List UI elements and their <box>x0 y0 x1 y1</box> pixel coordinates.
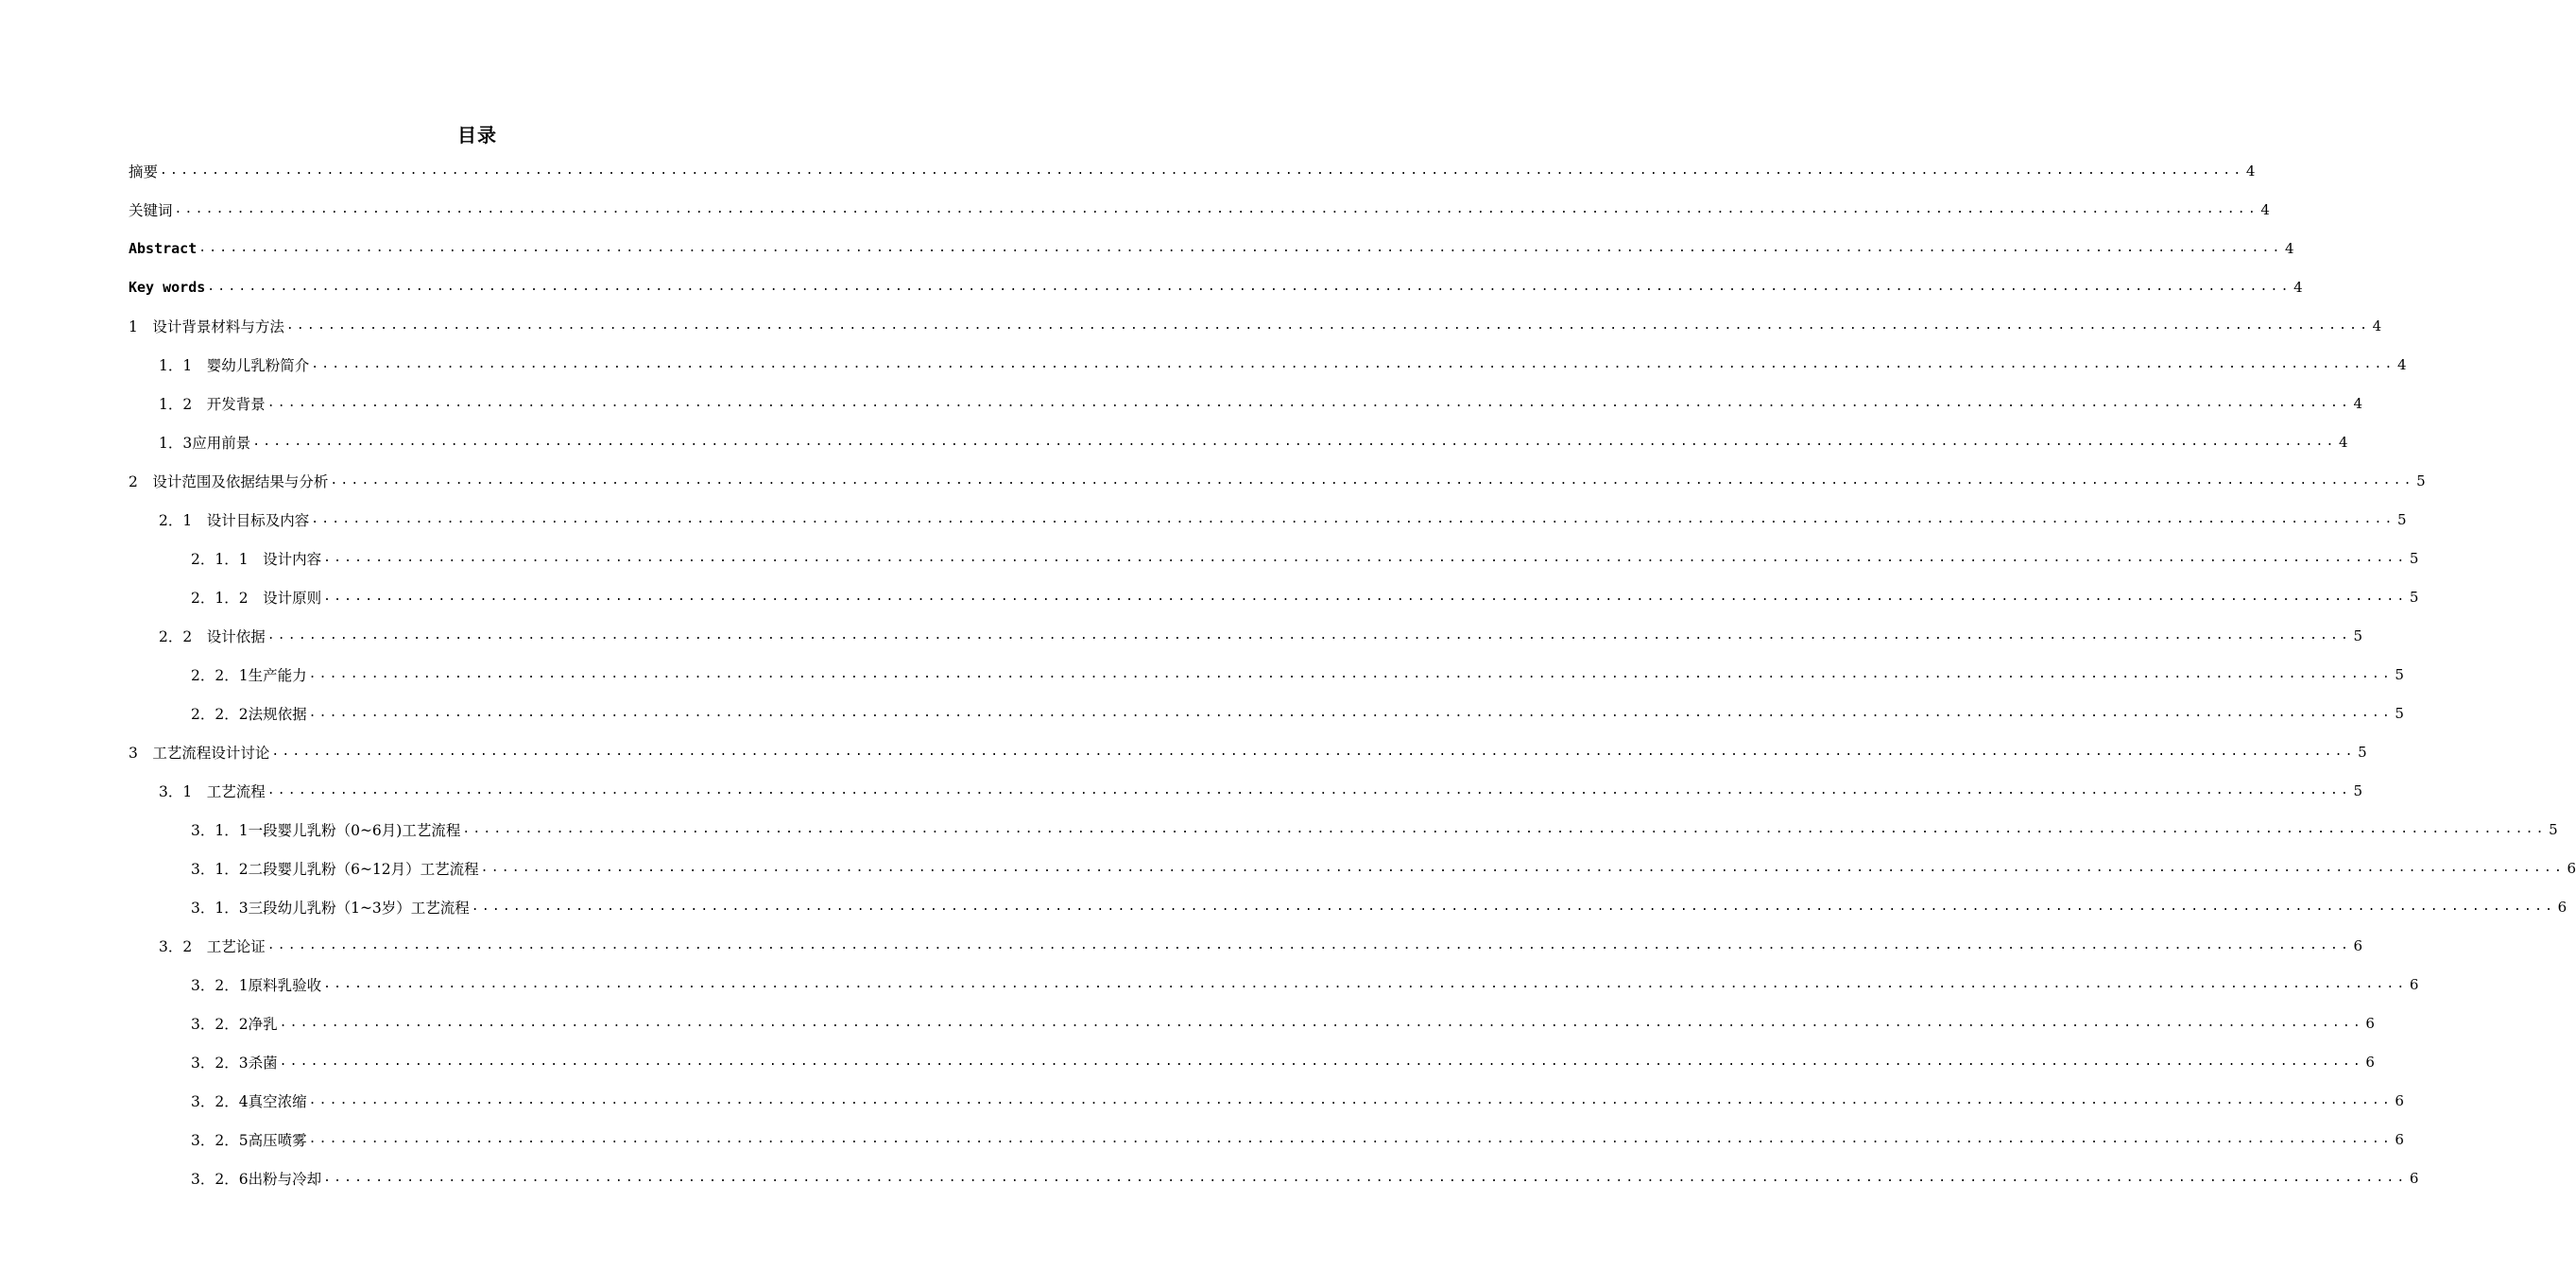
toc-entry-title: 2．2．2法规依据 <box>191 705 307 723</box>
toc-dot-leader: ........................................................................................................................................................................................................ <box>266 628 2352 643</box>
toc-dot-leader: ........................................................................................................................................................................................................ <box>279 1055 2363 1069</box>
toc-page-number: 5 <box>2353 781 2363 799</box>
toc-page-number: 6 <box>2557 898 2567 916</box>
toc-entry-title: 2．1．1 设计内容 <box>191 550 322 568</box>
toc-entry-title: 1．3应用前景 <box>159 434 251 452</box>
toc-entry-title: 3．2．3杀菌 <box>191 1054 278 1072</box>
toc-entry-title: 3．2．4真空浓缩 <box>191 1092 307 1110</box>
toc-dot-leader: ........................................................................................................................................................................................................ <box>323 551 2408 565</box>
toc-entry-title: 1．1 婴幼儿乳粉简介 <box>159 356 310 374</box>
toc-dot-leader: ........................................................................................................................................................................................................ <box>266 783 2352 798</box>
toc-dot-leader: ........................................................................................................................................................................................................ <box>330 473 2414 488</box>
toc-page-number: 6 <box>2395 1130 2404 1148</box>
toc-entry-title: 2．1 设计目标及内容 <box>159 511 310 529</box>
toc-entry[interactable] <box>129 422 2348 461</box>
toc-entry-title: 3．1 工艺流程 <box>159 782 266 800</box>
toc-dot-leader: ........................................................................................................................................................................................................ <box>160 163 2244 178</box>
toc-page-number: 6 <box>2395 1091 2404 1109</box>
toc-dot-leader: ........................................................................................................................................................................................................ <box>271 745 2356 759</box>
toc-dot-leader: ........................................................................................................................................................................................................ <box>279 1016 2363 1030</box>
toc-entry-title: 3．1．1一段婴儿乳粉（0~6月)工艺流程 <box>191 821 461 839</box>
toc-page-number: 5 <box>2397 510 2407 528</box>
toc-entry[interactable] <box>129 1120 2404 1158</box>
toc-dot-leader: ........................................................................................................................................................................................................ <box>311 512 2396 526</box>
toc-dot-leader: ........................................................................................................................................................................................................ <box>207 280 2292 294</box>
toc-entry[interactable] <box>129 539 2419 577</box>
toc-page-number: 5 <box>2409 549 2419 567</box>
page-title: 目录 <box>457 124 497 147</box>
toc-page-number: 5 <box>2549 820 2558 838</box>
toc-entry-title: 2．1．2 设计原则 <box>191 589 322 607</box>
toc-dot-leader: ........................................................................................................................................................................................................ <box>308 706 2393 720</box>
toc-entry-title: 1．2 开发背景 <box>159 395 266 413</box>
toc-page-number: 4 <box>2293 278 2303 296</box>
toc-dot-leader: ........................................................................................................................................................................................................ <box>198 241 2283 255</box>
toc-page-number: 4 <box>2372 317 2382 335</box>
toc-entry-title: 3．2 工艺论证 <box>159 937 266 955</box>
toc-entry-title: 3．1．2二段婴儿乳粉（6~12月）工艺流程 <box>191 860 479 878</box>
toc-entry-title: Key words <box>129 278 206 296</box>
toc-entry[interactable] <box>129 1042 2375 1081</box>
toc-page-number: 5 <box>2409 588 2419 606</box>
toc-entry[interactable] <box>129 345 2407 384</box>
toc-page-number: 4 <box>2353 394 2363 412</box>
toc-page-number: 5 <box>2395 704 2404 722</box>
toc-entry-title: 2．2 设计依据 <box>159 627 266 645</box>
toc-entry[interactable] <box>129 190 2270 229</box>
toc-entry[interactable] <box>129 732 2367 771</box>
toc-dot-leader: ........................................................................................................................................................................................................ <box>323 1171 2408 1185</box>
toc-page-number: 4 <box>2339 433 2348 451</box>
toc-dot-leader: ........................................................................................................................................................................................................ <box>266 396 2352 410</box>
toc-page-number: 6 <box>2365 1014 2375 1032</box>
toc-entry[interactable] <box>129 577 2419 616</box>
toc-page-number: 6 <box>2353 936 2363 954</box>
toc-entry[interactable] <box>129 771 2363 810</box>
toc-dot-leader: ........................................................................................................................................................................................................ <box>308 1132 2393 1146</box>
toc-entry-title: 3．2．2净乳 <box>191 1015 278 1033</box>
toc-entry[interactable] <box>129 267 2303 306</box>
toc-entry[interactable] <box>129 616 2363 655</box>
toc-page-number: 4 <box>2245 162 2256 180</box>
toc-entry-title: 2 设计范围及依据结果与分析 <box>129 472 329 490</box>
toc-page-number: 4 <box>2285 239 2294 257</box>
toc-page-number: 5 <box>2395 665 2404 683</box>
toc-dot-leader: ........................................................................................................................................................................................................ <box>308 667 2393 681</box>
toc-page-number: 5 <box>2358 743 2367 761</box>
toc-entry-title: 2．2．1生产能力 <box>191 666 307 684</box>
toc-entry-title: 3．1．3三段幼儿乳粉（1~3岁）工艺流程 <box>191 899 470 917</box>
toc-entry[interactable] <box>129 384 2363 422</box>
toc-entry[interactable] <box>129 1158 2419 1197</box>
toc-page-number: 4 <box>2260 200 2270 218</box>
toc-entry-title: 摘要 <box>129 163 159 180</box>
toc-entry[interactable] <box>129 926 2363 965</box>
toc-page-number: 5 <box>2353 626 2363 644</box>
toc-entry[interactable] <box>129 1004 2375 1042</box>
toc-page-number: 5 <box>2416 472 2426 489</box>
toc-page-number: 6 <box>2567 859 2576 877</box>
toc-dot-leader: ........................................................................................................................................................................................................ <box>174 202 2258 216</box>
toc-entry[interactable] <box>129 849 2576 887</box>
toc-entry-title: 3 工艺流程设计讨论 <box>129 744 270 762</box>
toc-dot-leader: ........................................................................................................................................................................................................ <box>308 1093 2393 1107</box>
toc-dot-leader: ........................................................................................................................................................................................................ <box>480 861 2566 875</box>
toc-dot-leader: ........................................................................................................................................................................................................ <box>311 357 2396 371</box>
toc-page-number: 6 <box>2409 1169 2419 1187</box>
toc-entry[interactable] <box>129 1081 2404 1120</box>
table-of-contents <box>129 151 2576 1197</box>
toc-dot-leader: ........................................................................................................................................................................................................ <box>471 900 2556 914</box>
toc-entry[interactable] <box>129 887 2567 926</box>
toc-entry[interactable] <box>129 500 2407 539</box>
toc-entry[interactable] <box>129 229 2294 267</box>
toc-entry[interactable] <box>129 655 2404 694</box>
toc-entry[interactable] <box>129 694 2404 732</box>
toc-entry[interactable] <box>129 306 2382 345</box>
toc-entry-title: Abstract <box>129 239 197 257</box>
toc-entry-title: 关键词 <box>129 201 173 219</box>
toc-page-number: 6 <box>2365 1053 2375 1071</box>
toc-entry[interactable] <box>129 810 2558 849</box>
toc-entry-title: 3．2．5高压喷雾 <box>191 1131 307 1149</box>
toc-page-number: 4 <box>2397 355 2407 373</box>
toc-dot-leader: ........................................................................................................................................................................................................ <box>252 435 2337 449</box>
toc-page-number: 6 <box>2409 975 2419 993</box>
toc-entry-title: 3．2．1原料乳验收 <box>191 976 322 994</box>
toc-dot-leader: ........................................................................................................................................................................................................ <box>323 590 2408 604</box>
toc-entry-title: 3．2．6出粉与冷却 <box>191 1170 322 1188</box>
toc-entry[interactable] <box>129 461 2426 500</box>
toc-entry[interactable] <box>129 151 2256 190</box>
toc-dot-leader: ........................................................................................................................................................................................................ <box>323 977 2408 991</box>
toc-entry[interactable] <box>129 965 2419 1004</box>
toc-dot-leader: ........................................................................................................................................................................................................ <box>266 938 2352 952</box>
toc-entry-title: 1 设计背景材料与方法 <box>129 318 284 335</box>
toc-dot-leader: ........................................................................................................................................................................................................ <box>285 318 2371 333</box>
toc-dot-leader: ........................................................................................................................................................................................................ <box>462 822 2547 836</box>
